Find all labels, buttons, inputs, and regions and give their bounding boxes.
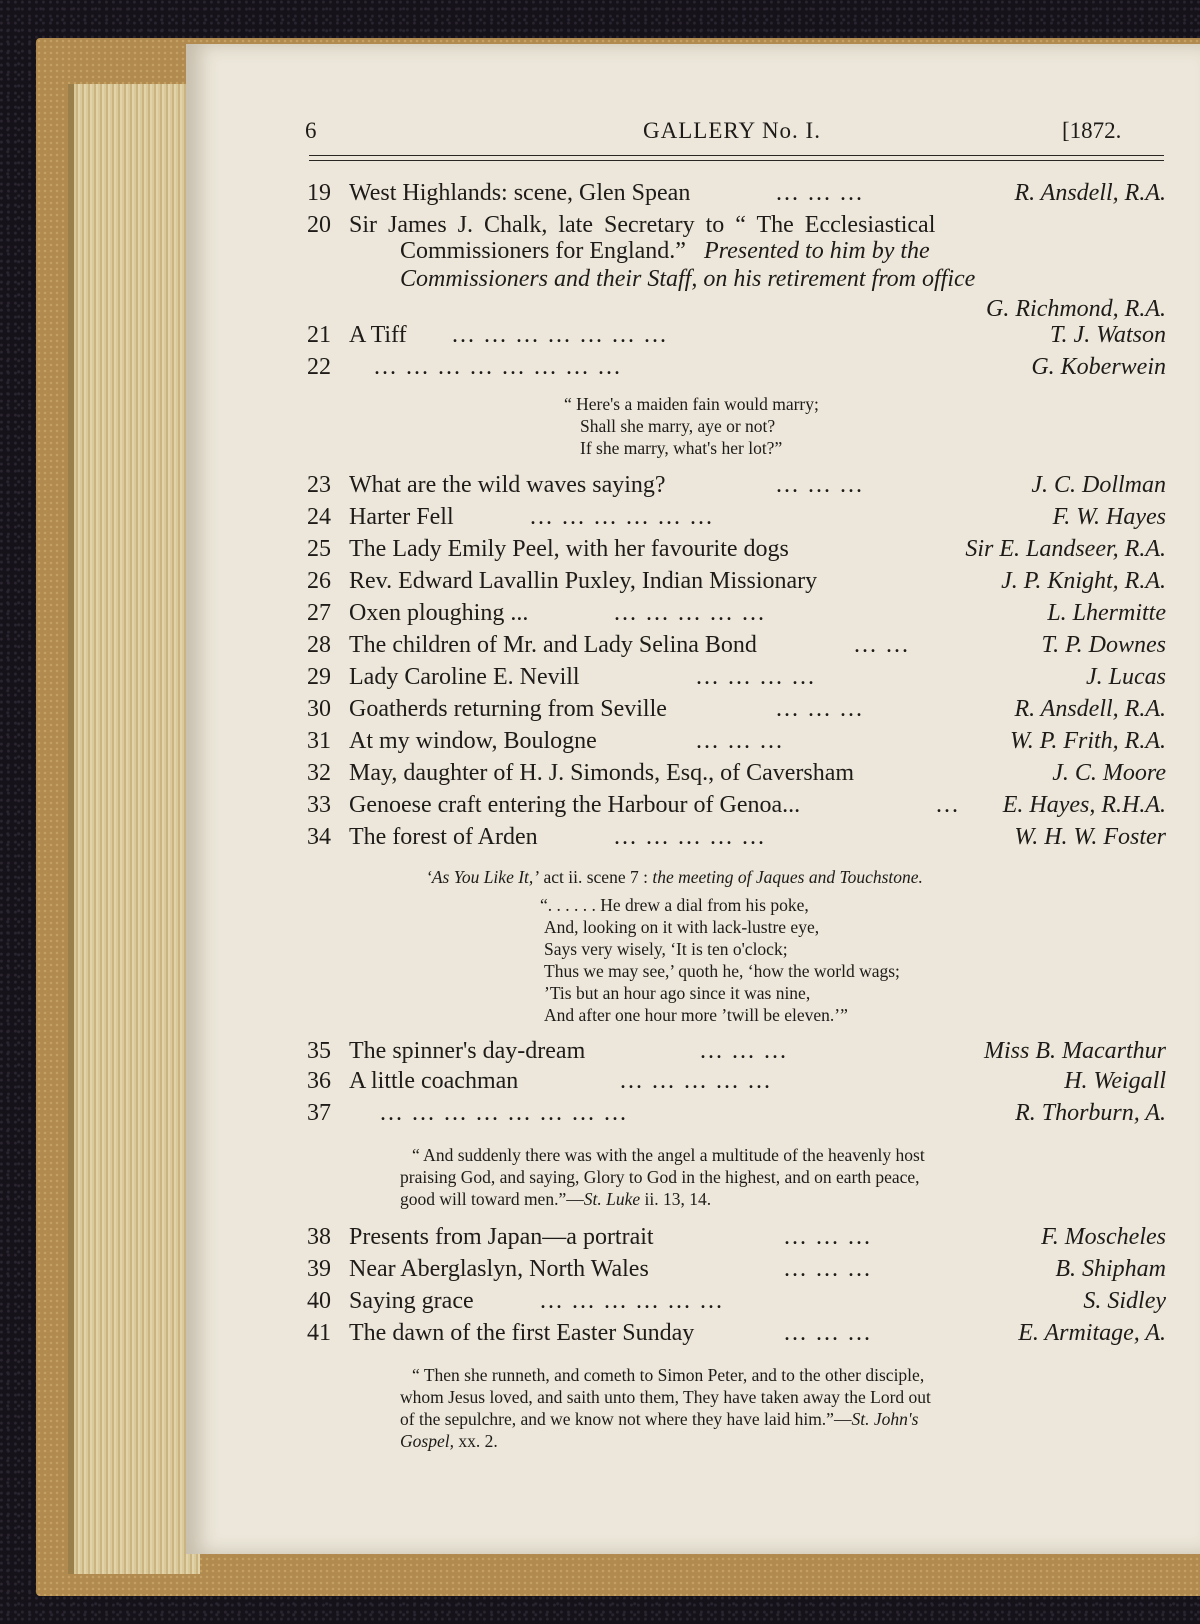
quote-line: “ Then she runneth, and cometh to Simon Peter, and to the other disciple, <box>412 1365 925 1385</box>
entry-title: A little coachman <box>349 1068 519 1094</box>
entry-artist: T. J. Watson <box>1049 322 1166 348</box>
entry-artist: J. Lucas <box>1086 664 1166 690</box>
catalogue-entry <box>0 792 1200 826</box>
entry-number: 34 <box>307 824 331 850</box>
entry-title: Lady Caroline E. Nevill <box>349 664 580 690</box>
entry-leader: ... ... ... ... ... ... ... ... <box>380 1100 628 1126</box>
entry-artist: J. C. Moore <box>1052 760 1166 786</box>
entry-leader: ... ... ... <box>696 728 784 754</box>
page-year: [1872. <box>1062 118 1122 143</box>
entry-number: 41 <box>307 1320 331 1346</box>
entry-number: 40 <box>307 1288 331 1314</box>
entry-title: Oxen ploughing ... <box>349 600 529 626</box>
verse-line: “ Here's a maiden fain would marry; <box>564 394 819 414</box>
entry-leader: ... ... ... ... <box>696 664 816 690</box>
entry-leader: ... ... ... ... ... <box>620 1068 772 1094</box>
entry-number: 39 <box>307 1256 331 1282</box>
quote-line: whom Jesus loved, and saith unto them, They have taken away the Lord out <box>400 1387 931 1407</box>
entry-title: The Lady Emily Peel, with her favourite dogs <box>349 536 789 562</box>
entry-leader: ... ... ... <box>776 696 864 722</box>
entry-number: 25 <box>307 536 331 562</box>
entry-title: The spinner's day-dream <box>349 1038 586 1064</box>
catalogue-entry <box>0 1038 1200 1072</box>
entry-title: The forest of Arden <box>349 824 538 850</box>
verse-line: And, looking on it with lack-lustre eye, <box>544 917 820 937</box>
entry-leader: ... ... ... <box>776 472 864 498</box>
entry-number: 36 <box>307 1068 331 1094</box>
entry-title: A Tiff <box>349 322 407 348</box>
entry-title: Goatherds returning from Seville <box>349 696 667 722</box>
entry-artist: R. Ansdell, R.A. <box>1014 180 1166 206</box>
catalogue-entry <box>0 504 1200 538</box>
catalogue-entry <box>0 1224 1200 1258</box>
entry-leader: ... ... ... ... ... ... <box>530 504 714 530</box>
entry-title: May, daughter of H. J. Simonds, Esq., of Caversham <box>349 760 855 786</box>
catalogue-entry <box>0 568 1200 602</box>
verse-line: Thus we may see,’ quoth he, ‘how the world wags; <box>544 961 900 981</box>
entry-leader: ... ... ... <box>784 1224 872 1250</box>
catalogue-entry <box>0 664 1200 698</box>
entry-note: Commissioners and their Staff, on his retirement from office <box>400 266 976 292</box>
quote-source: ‘As You Like It,’ act ii. scene 7 : the meeting of Jaques and Touchstone. <box>426 867 923 887</box>
entry-artist: E. Armitage, A. <box>1018 1320 1166 1346</box>
entry-title: Saying grace <box>349 1288 474 1314</box>
entry-leader: ... ... ... <box>700 1038 788 1064</box>
entry-number: 27 <box>307 600 331 626</box>
entry-title: What are the wild waves saying? <box>349 472 666 498</box>
catalogue-entry <box>0 1320 1200 1354</box>
entry-title: Harter Fell <box>349 504 454 530</box>
entry-number: 23 <box>307 472 331 498</box>
verse-line: Says very wisely, ‘It is ten o'clock; <box>544 939 788 959</box>
page-title: GALLERY No. I. <box>643 118 821 143</box>
entry-artist: E. Hayes, R.H.A. <box>1002 792 1166 818</box>
entry-leader: ... <box>936 792 960 818</box>
entry-number: 21 <box>307 322 331 348</box>
entry-number: 32 <box>307 760 331 786</box>
entry-number: 22 <box>307 354 331 380</box>
catalogue-entry <box>0 1256 1200 1290</box>
entry-leader: ... ... ... <box>784 1256 872 1282</box>
entry-title: The dawn of the first Easter Sunday <box>349 1320 695 1346</box>
catalogue-entry <box>0 760 1200 794</box>
entry-title: At my window, Boulogne <box>349 728 597 754</box>
entry-artist: L. Lhermitte <box>1047 600 1166 626</box>
entry-number: 20 <box>307 212 331 238</box>
entry-leader: ... ... ... ... ... <box>614 824 766 850</box>
catalogue-entry <box>0 696 1200 730</box>
entry-number: 28 <box>307 632 331 658</box>
entry-artist: J. P. Knight, R.A. <box>1001 568 1166 594</box>
entry-number: 26 <box>307 568 331 594</box>
entry-artist: H. Weigall <box>1064 1068 1166 1094</box>
entry-title: Presents from Japan—a portrait <box>349 1224 654 1250</box>
entry-leader: ... ... <box>854 632 910 658</box>
catalogue-entry <box>0 536 1200 570</box>
entry-number: 33 <box>307 792 331 818</box>
entry-number: 30 <box>307 696 331 722</box>
entry-title: Sir James J. Chalk, late Secretary to “ The Ecclesiastical <box>349 212 936 238</box>
entry-leader: ... ... ... ... ... ... <box>540 1288 724 1314</box>
entry-number: 19 <box>307 180 331 206</box>
entry-leader: ... ... ... ... ... <box>614 600 766 626</box>
entry-leader: ... ... ... <box>776 180 864 206</box>
catalogue-entry <box>0 322 1200 356</box>
entry-title: West Highlands: scene, Glen Spean <box>349 180 691 206</box>
catalogue-entry <box>0 728 1200 762</box>
header-rule <box>309 155 1164 156</box>
entry-number: 35 <box>307 1038 331 1064</box>
entry-number: 37 <box>307 1100 331 1126</box>
catalogue-entry <box>0 600 1200 634</box>
entry-artist: R. Thorburn, A. <box>1015 1100 1166 1126</box>
entry-number: 38 <box>307 1224 331 1250</box>
catalogue-entry <box>0 824 1200 858</box>
catalogue-entry <box>0 180 1200 214</box>
quote-line: of the sepulchre, and we know not where they have laid him.”—St. John's <box>400 1409 919 1429</box>
quote-line: “ And suddenly there was with the angel a multitude of the heavenly host <box>412 1145 925 1165</box>
entry-artist: R. Ansdell, R.A. <box>1014 696 1166 722</box>
entry-number: 31 <box>307 728 331 754</box>
entry-artist: F. Moscheles <box>1041 1224 1166 1250</box>
entry-artist: W. H. W. Foster <box>1014 824 1166 850</box>
entry-title: Genoese craft entering the Harbour of Genoa... <box>349 792 801 818</box>
header-rule <box>309 160 1164 161</box>
entry-number: 29 <box>307 664 331 690</box>
catalogue-entry <box>0 1068 1200 1102</box>
entry-artist: W. P. Frith, R.A. <box>1009 728 1166 754</box>
page-number: 6 <box>305 118 317 143</box>
entry-artist: G. Richmond, R.A. <box>986 296 1166 322</box>
entry-artist: Sir E. Landseer, R.A. <box>965 536 1166 562</box>
quote-line: praising God, and saying, Glory to God in the highest, and on earth peace, <box>400 1167 920 1187</box>
verse-line: Shall she marry, aye or not? <box>580 416 776 436</box>
entry-leader: ... ... ... ... ... ... ... ... <box>374 354 622 380</box>
entry-title: Rev. Edward Lavallin Puxley, Indian Missionary <box>349 568 818 594</box>
catalogue-entry <box>0 472 1200 506</box>
entry-leader: ... ... ... <box>784 1320 872 1346</box>
verse-line: And after one hour more ’twill be eleven.’” <box>544 1005 848 1025</box>
entry-artist: F. W. Hayes <box>1052 504 1166 530</box>
catalogue-entry <box>0 1100 1200 1134</box>
verse-line: “. . . . . . He drew a dial from his poke, <box>540 895 809 915</box>
catalogue-entry <box>0 632 1200 666</box>
entry-artist: J. C. Dollman <box>1031 472 1166 498</box>
entry-title: The children of Mr. and Lady Selina Bond <box>349 632 757 658</box>
entry-number: 24 <box>307 504 331 530</box>
entry-artist: Miss B. Macarthur <box>984 1038 1166 1064</box>
entry-artist: B. Shipham <box>1055 1256 1166 1282</box>
quote-line: good will toward men.”—St. Luke ii. 13, 14. <box>400 1189 712 1209</box>
verse-line: If she marry, what's her lot?” <box>580 438 783 458</box>
entry-artist: G. Koberwein <box>1031 354 1166 380</box>
entry-leader: ... ... ... ... ... ... ... <box>452 322 668 348</box>
quote-line: Gospel, xx. 2. <box>400 1431 498 1451</box>
entry-artist: S. Sidley <box>1083 1288 1166 1314</box>
entry-artist: T. P. Downes <box>1041 632 1166 658</box>
entry-title: Near Aberglaslyn, North Wales <box>349 1256 649 1282</box>
catalogue-entry <box>0 354 1200 388</box>
catalogue-entry <box>0 1288 1200 1322</box>
verse-line: ’Tis but an hour ago since it was nine, <box>544 983 811 1003</box>
entry-title-continued: Commissioners for England.” Presented to him by the <box>400 238 930 264</box>
